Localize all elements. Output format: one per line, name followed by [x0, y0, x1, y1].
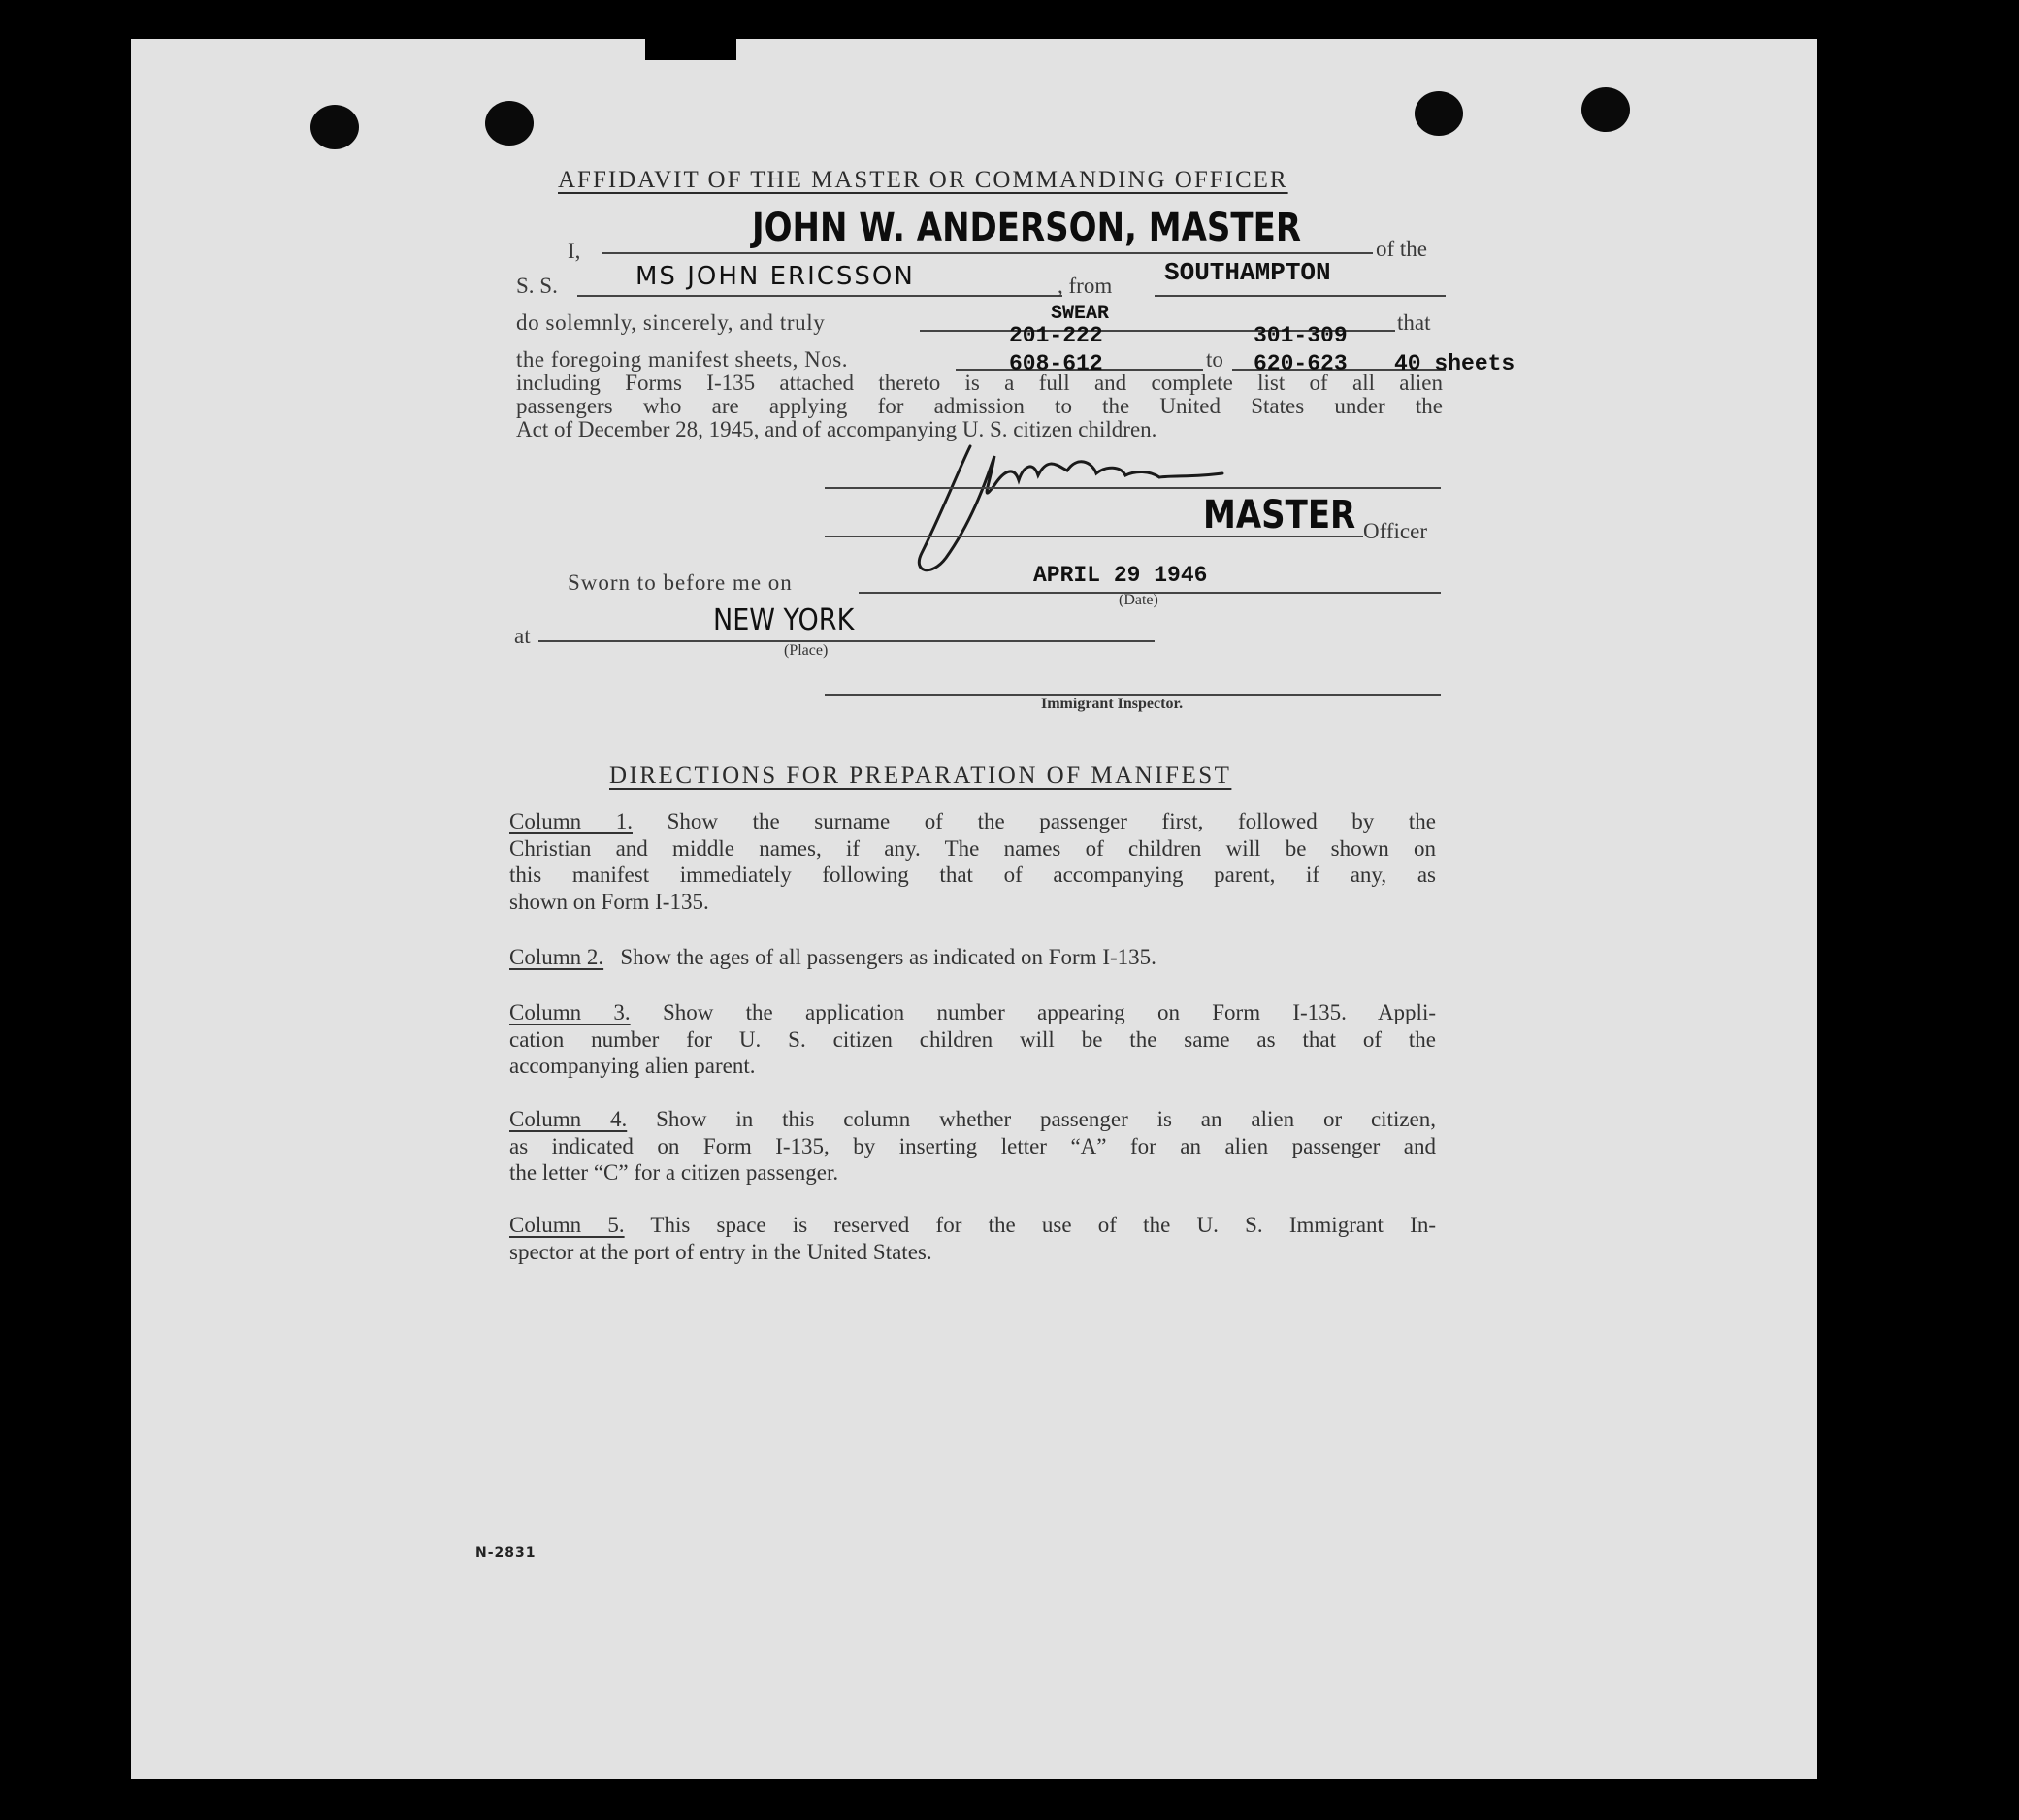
sheet-range-1b: 608-612	[1009, 351, 1103, 376]
column3-direction	[509, 999, 1436, 1080]
sworn-label: Sworn to before me on	[568, 570, 793, 595]
column1-text-line4: shown on Form I-135.	[509, 889, 709, 914]
column5-text-line2: spector at the port of entry in the United States.	[509, 1239, 932, 1264]
column1-text-line1: Show the surname of the passenger first, followed by the	[667, 809, 1436, 833]
column3-text-line3: accompanying alien parent.	[509, 1054, 756, 1078]
from-port: SOUTHAMPTON	[1164, 258, 1331, 287]
manifest-sheets-text: the foregoing manifest sheets, Nos.	[516, 347, 848, 372]
ss-label: S. S.	[516, 274, 558, 298]
of-the-label: of the	[1376, 237, 1428, 261]
column4-text-line2: as indicated on Form I-135, by inserting letter “A” for an alien passenger and	[509, 1133, 1436, 1158]
column1-text-line2: Christian and middle names, if any. The names of children will be shown on	[509, 835, 1436, 861]
master-name: JOHN W. ANDERSON, MASTER	[752, 206, 1302, 250]
column1-text-line3: this manifest immediately following that of accompanying parent, if any, as	[509, 862, 1436, 887]
sheet-range-2a: 301-309	[1254, 323, 1348, 348]
ship-name: MS JOHN ERICSSON	[635, 262, 915, 291]
sheet-range-1a: 201-222	[1009, 323, 1103, 348]
affidavit-para-line3: Act of December 28, 1945, and of accompanying U. S. citizen children.	[516, 417, 1157, 441]
place-line	[538, 640, 1155, 642]
ship-line	[577, 295, 1062, 297]
oath-word: SWEAR	[1051, 303, 1110, 325]
column4-text-line1: Show in this column whether passenger is an alien or citizen,	[656, 1107, 1436, 1131]
column5-text-line1: This space is reserved for the use of the U. S. Immigrant In-	[650, 1213, 1436, 1237]
officer-label: Officer	[1363, 519, 1427, 543]
place: NEW YORK	[713, 603, 855, 637]
column2-label: Column 2.	[509, 945, 604, 969]
directions-title: DIRECTIONS FOR PREPARATION OF MANIFEST	[609, 763, 1232, 789]
column3-label: Column 3.	[509, 1000, 631, 1024]
column2-text-line1: Show the ages of all passengers as indicated on Form I-135.	[620, 945, 1156, 969]
column4-text-line3: the letter “C” for a citizen passenger.	[509, 1160, 839, 1185]
column3-text-line2: cation number for U. S. citizen children will be the same as that of the	[509, 1026, 1436, 1052]
column5-label: Column 5.	[509, 1213, 625, 1237]
i-label: I,	[568, 239, 581, 263]
punch-hole	[310, 105, 359, 149]
place-caption: (Place)	[784, 642, 829, 659]
column3-text-line1: Show the application number appearing on Form I-135. Appli-	[662, 1000, 1436, 1024]
from-label: , from	[1058, 274, 1113, 298]
affidavit-title: AFFIDAVIT OF THE MASTER OR COMMANDING OFFICER	[558, 167, 1288, 193]
punch-hole	[1415, 91, 1463, 136]
punch-hole	[485, 101, 534, 146]
date-caption: (Date)	[1119, 592, 1158, 608]
to-label: to	[1206, 347, 1223, 372]
affidavit-para-line1: including Forms I-135 attached thereto is a full and complete list of all alien	[516, 371, 1443, 395]
signature-line	[825, 487, 1441, 489]
affidavit-para-line2: passengers who are applying for admission to the United States under the	[516, 394, 1443, 418]
signature-title: MASTER	[1203, 493, 1356, 537]
column1-direction	[509, 808, 1436, 915]
oath-text: do solemnly, sincerely, and truly	[516, 310, 826, 335]
sheet-count: 40 sheets	[1394, 351, 1515, 376]
punch-hole	[1581, 87, 1630, 132]
page-notch	[645, 39, 736, 60]
that-label: that	[1397, 310, 1431, 335]
form-code: N-2831	[475, 1545, 537, 1561]
inspector-caption: Immigrant Inspector.	[1041, 696, 1184, 712]
column1-label: Column 1.	[509, 809, 633, 833]
from-line	[1155, 295, 1446, 297]
column2-direction	[509, 944, 1436, 971]
column4-direction	[509, 1106, 1436, 1186]
sworn-date: APRIL 29 1946	[1033, 563, 1208, 588]
at-label: at	[514, 624, 531, 648]
name-line	[602, 252, 1373, 254]
column5-direction	[509, 1212, 1436, 1265]
column4-label: Column 4.	[509, 1107, 628, 1131]
sheet-range-2b: 620-623	[1254, 351, 1348, 376]
